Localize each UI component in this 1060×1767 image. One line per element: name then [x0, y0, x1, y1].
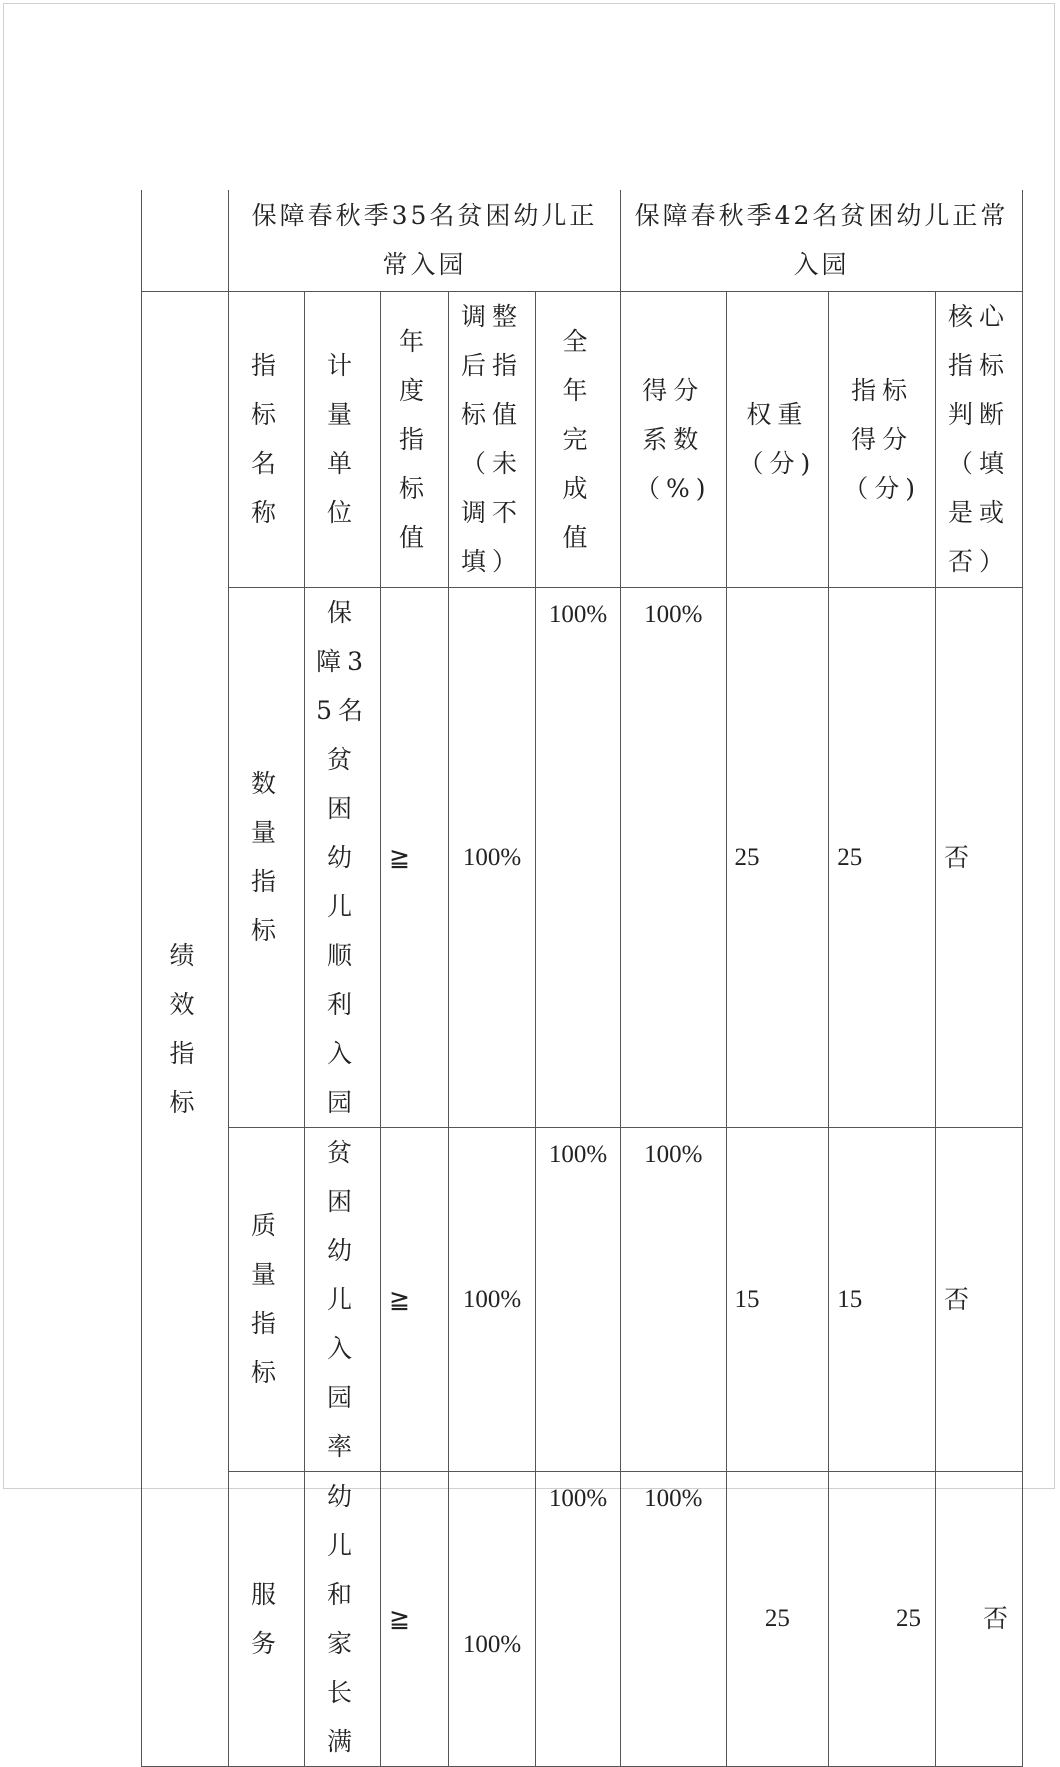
- row-core: 否: [936, 1127, 1023, 1471]
- row-score: 25: [829, 1471, 936, 1766]
- row-completed: 100%: [536, 587, 621, 1127]
- row-core: 否: [936, 587, 1023, 1127]
- planned-objective: 保障春秋季35名贫困幼儿正常入园: [229, 190, 621, 291]
- actual-objective: 保障春秋季42名贫困幼儿正常入园: [621, 190, 1023, 291]
- table-row: [142, 1127, 1023, 1471]
- row-annual: ≧: [381, 1127, 449, 1471]
- header-completed: 全年完成值: [536, 291, 621, 587]
- header-annual: 年度指标值: [381, 291, 449, 587]
- row-score: 25: [829, 587, 936, 1127]
- header-weight: 权重（分): [726, 291, 829, 587]
- header-score: 指标得分（分): [829, 291, 936, 587]
- row-adjusted: 100%: [449, 587, 536, 1127]
- row-weight: 15: [726, 1127, 829, 1471]
- section-label: 绩效指标: [142, 291, 229, 1766]
- row-unit: 幼儿和家长满: [305, 1471, 381, 1766]
- objectives-label-cell: [142, 190, 229, 291]
- header-row: [142, 291, 1023, 587]
- header-core: 核心指标判断（填是或否）: [936, 291, 1023, 587]
- row-annual: ≧: [381, 1471, 449, 1766]
- objectives-row: [142, 190, 1023, 291]
- row-name: 质量指标: [229, 1127, 305, 1471]
- header-coef: 得分系数（%): [621, 291, 727, 587]
- header-name: 指标名称: [229, 291, 305, 587]
- row-completed: 100%: [536, 1127, 621, 1471]
- row-name: 服务: [229, 1471, 305, 1766]
- header-adjusted: 调整后指标值（未调不填）: [449, 291, 536, 587]
- row-adjusted: 100%: [449, 1471, 536, 1766]
- row-annual: ≧: [381, 587, 449, 1127]
- row-weight: 25: [726, 1471, 829, 1766]
- row-weight: 25: [726, 587, 829, 1127]
- row-adjusted: 100%: [449, 1127, 536, 1471]
- row-coef: 100%: [621, 1127, 727, 1471]
- row-core: 否: [936, 1471, 1023, 1766]
- row-coef: 100%: [621, 1471, 727, 1766]
- table-row: [142, 1471, 1023, 1766]
- row-unit: 保障35名贫困幼儿顺利入园: [305, 587, 381, 1127]
- row-coef: 100%: [621, 587, 727, 1127]
- row-completed: 100%: [536, 1471, 621, 1766]
- table-row: [142, 587, 1023, 1127]
- header-unit: 计量单位: [305, 291, 381, 587]
- row-name: 数量指标: [229, 587, 305, 1127]
- row-score: 15: [829, 1127, 936, 1471]
- row-unit: 贫困幼儿入园率: [305, 1127, 381, 1471]
- performance-table: [141, 190, 1023, 1767]
